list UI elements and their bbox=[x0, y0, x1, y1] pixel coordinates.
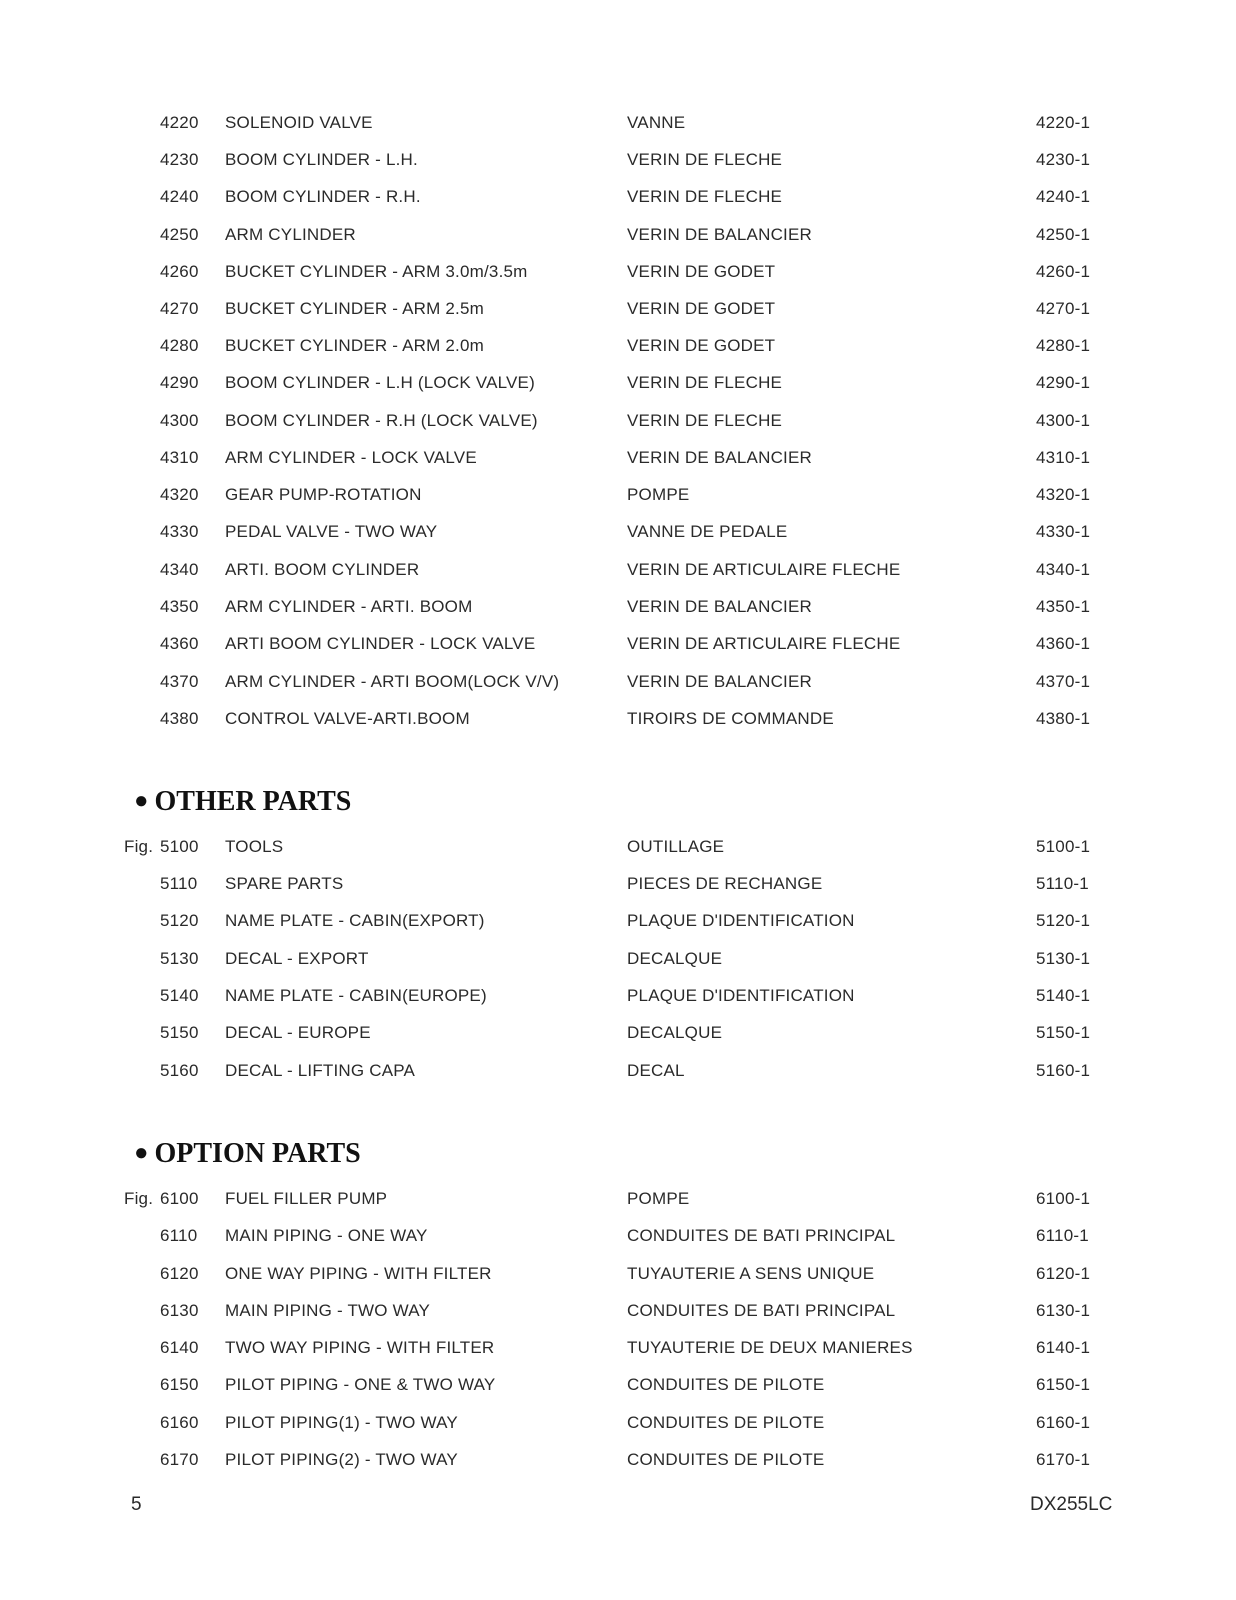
fig-number: 4370 bbox=[160, 672, 199, 691]
french-description: DECAL bbox=[627, 1061, 685, 1080]
fig-number: 4240 bbox=[160, 187, 199, 206]
english-description: PILOT PIPING(2) - TWO WAY bbox=[225, 1450, 458, 1469]
table-row bbox=[0, 1299, 1236, 1323]
page-reference: 5130-1 bbox=[1036, 949, 1091, 968]
english-description: NAME PLATE - CABIN(EUROPE) bbox=[225, 986, 487, 1005]
page-reference: 4240-1 bbox=[1036, 187, 1091, 206]
table-row bbox=[0, 148, 1236, 172]
fig-number: 4330 bbox=[160, 522, 199, 541]
fig-number: 6130 bbox=[160, 1301, 199, 1320]
french-description: CONDUITES DE PILOTE bbox=[627, 1375, 825, 1394]
page-reference: 4280-1 bbox=[1036, 336, 1091, 355]
table-row bbox=[0, 1448, 1236, 1472]
french-description: VERIN DE FLECHE bbox=[627, 150, 783, 169]
french-description: DECALQUE bbox=[627, 949, 723, 968]
section-title: OTHER PARTS bbox=[154, 786, 352, 817]
fig-number: 5160 bbox=[160, 1061, 199, 1080]
english-description: ARTI. BOOM CYLINDER bbox=[225, 560, 420, 579]
page-reference: 5140-1 bbox=[1036, 986, 1091, 1005]
page-reference: 4310-1 bbox=[1036, 448, 1091, 467]
english-description: FUEL FILLER PUMP bbox=[225, 1189, 388, 1208]
table-row bbox=[0, 1059, 1236, 1083]
table-row bbox=[0, 707, 1236, 731]
english-description: MAIN PIPING - TWO WAY bbox=[225, 1301, 431, 1320]
section-title: OPTION PARTS bbox=[154, 1138, 361, 1169]
model-name: DX255LC bbox=[1030, 1494, 1113, 1515]
table-row bbox=[0, 1262, 1236, 1286]
table-row bbox=[0, 111, 1236, 135]
french-description: VERIN DE BALANCIER bbox=[627, 597, 812, 616]
french-description: POMPE bbox=[627, 1189, 690, 1208]
english-description: BOOM CYLINDER - R.H. bbox=[225, 187, 421, 206]
table-row bbox=[0, 947, 1236, 971]
fig-number: 4280 bbox=[160, 336, 199, 355]
section-heading-other-parts bbox=[134, 785, 351, 820]
table-row bbox=[0, 984, 1236, 1008]
french-description: CONDUITES DE PILOTE bbox=[627, 1413, 825, 1432]
page-reference: 4350-1 bbox=[1036, 597, 1091, 616]
french-description: TUYAUTERIE DE DEUX MANIERES bbox=[627, 1338, 913, 1357]
english-description: TOOLS bbox=[225, 837, 284, 856]
fig-number: 4270 bbox=[160, 299, 199, 318]
page-reference: 4230-1 bbox=[1036, 150, 1091, 169]
page-reference: 4270-1 bbox=[1036, 299, 1091, 318]
section-heading-option-parts bbox=[134, 1137, 361, 1172]
french-description: OUTILLAGE bbox=[627, 837, 725, 856]
english-description: ARM CYLINDER - ARTI. BOOM bbox=[225, 597, 473, 616]
french-description: CONDUITES DE BATI PRINCIPAL bbox=[627, 1301, 896, 1320]
english-description: PILOT PIPING - ONE & TWO WAY bbox=[225, 1375, 496, 1394]
table-row bbox=[0, 1336, 1236, 1360]
fig-number: 6150 bbox=[160, 1375, 199, 1394]
page-reference: 4330-1 bbox=[1036, 522, 1091, 541]
fig-number: 5120 bbox=[160, 911, 199, 930]
table-row bbox=[0, 409, 1236, 433]
fig-number: 4260 bbox=[160, 262, 199, 281]
page-reference: 5150-1 bbox=[1036, 1023, 1091, 1042]
english-description: MAIN PIPING - ONE WAY bbox=[225, 1226, 428, 1245]
page-reference: 4290-1 bbox=[1036, 373, 1091, 392]
fig-number: 5140 bbox=[160, 986, 199, 1005]
french-description: VANNE bbox=[627, 113, 686, 132]
page-reference: 4220-1 bbox=[1036, 113, 1091, 132]
table-row bbox=[0, 1187, 1236, 1211]
fig-number: 4230 bbox=[160, 150, 199, 169]
page-reference: 6170-1 bbox=[1036, 1450, 1091, 1469]
english-description: BUCKET CYLINDER - ARM 3.0m/3.5m bbox=[225, 262, 528, 281]
french-description: POMPE bbox=[627, 485, 690, 504]
french-description: PLAQUE D'IDENTIFICATION bbox=[627, 986, 855, 1005]
fig-label: Fig. bbox=[124, 1189, 154, 1208]
table-row bbox=[0, 1373, 1236, 1397]
french-description: TIROIRS DE COMMANDE bbox=[627, 709, 834, 728]
page-reference: 6130-1 bbox=[1036, 1301, 1091, 1320]
english-description: SOLENOID VALVE bbox=[225, 113, 373, 132]
fig-number: 6100 bbox=[160, 1189, 199, 1208]
page-number: 5 bbox=[131, 1494, 142, 1515]
fig-number: 4340 bbox=[160, 560, 199, 579]
table-row bbox=[0, 558, 1236, 582]
english-description: ARM CYLINDER bbox=[225, 225, 356, 244]
english-description: ARTI BOOM CYLINDER - LOCK VALVE bbox=[225, 634, 536, 653]
table-row bbox=[0, 835, 1236, 859]
fig-number: 4310 bbox=[160, 448, 199, 467]
table-row bbox=[0, 334, 1236, 358]
english-description: SPARE PARTS bbox=[225, 874, 344, 893]
table-row bbox=[0, 595, 1236, 619]
fig-number: 5110 bbox=[160, 874, 198, 893]
french-description: CONDUITES DE BATI PRINCIPAL bbox=[627, 1226, 896, 1245]
english-description: TWO WAY PIPING - WITH FILTER bbox=[225, 1338, 495, 1357]
english-description: GEAR PUMP-ROTATION bbox=[225, 485, 422, 504]
english-description: ARM CYLINDER - ARTI BOOM(LOCK V/V) bbox=[225, 672, 560, 691]
page-reference: 4370-1 bbox=[1036, 672, 1091, 691]
table-row bbox=[0, 520, 1236, 544]
french-description: TUYAUTERIE A SENS UNIQUE bbox=[627, 1264, 875, 1283]
table-row bbox=[0, 670, 1236, 694]
page-reference: 6150-1 bbox=[1036, 1375, 1091, 1394]
french-description: CONDUITES DE PILOTE bbox=[627, 1450, 825, 1469]
page-reference: 4360-1 bbox=[1036, 634, 1091, 653]
fig-label: Fig. bbox=[124, 837, 154, 856]
french-description: DECALQUE bbox=[627, 1023, 723, 1042]
page-reference: 5110-1 bbox=[1036, 874, 1089, 893]
english-description: BOOM CYLINDER - L.H. bbox=[225, 150, 418, 169]
table-row bbox=[0, 872, 1236, 896]
table-row bbox=[0, 185, 1236, 209]
english-description: BUCKET CYLINDER - ARM 2.0m bbox=[225, 336, 484, 355]
fig-number: 6110 bbox=[160, 1226, 198, 1245]
fig-number: 4290 bbox=[160, 373, 199, 392]
fig-number: 4320 bbox=[160, 485, 199, 504]
page-reference: 5100-1 bbox=[1036, 837, 1091, 856]
fig-number: 4360 bbox=[160, 634, 199, 653]
english-description: DECAL - LIFTING CAPA bbox=[225, 1061, 416, 1080]
french-description: VERIN DE ARTICULAIRE FLECHE bbox=[627, 560, 901, 579]
fig-number: 6170 bbox=[160, 1450, 199, 1469]
page-reference: 6100-1 bbox=[1036, 1189, 1091, 1208]
french-description: VERIN DE GODET bbox=[627, 299, 776, 318]
table-row bbox=[0, 446, 1236, 470]
page-reference: 4320-1 bbox=[1036, 485, 1091, 504]
fig-number: 4350 bbox=[160, 597, 199, 616]
page-reference: 6110-1 bbox=[1036, 1226, 1089, 1245]
table-row bbox=[0, 909, 1236, 933]
page-reference: 4260-1 bbox=[1036, 262, 1091, 281]
table-row bbox=[0, 632, 1236, 656]
table-row bbox=[0, 1224, 1236, 1248]
french-description: VERIN DE GODET bbox=[627, 262, 776, 281]
fig-number: 4250 bbox=[160, 225, 199, 244]
table-row bbox=[0, 297, 1236, 321]
page-reference: 6140-1 bbox=[1036, 1338, 1091, 1357]
fig-number: 5100 bbox=[160, 837, 199, 856]
table-row bbox=[0, 260, 1236, 284]
page-reference: 5120-1 bbox=[1036, 911, 1091, 930]
english-description: BOOM CYLINDER - R.H (LOCK VALVE) bbox=[225, 411, 538, 430]
table-row bbox=[0, 371, 1236, 395]
french-description: VERIN DE FLECHE bbox=[627, 411, 783, 430]
english-description: CONTROL VALVE-ARTI.BOOM bbox=[225, 709, 470, 728]
french-description: VERIN DE BALANCIER bbox=[627, 448, 812, 467]
french-description: VERIN DE FLECHE bbox=[627, 373, 783, 392]
fig-number: 5130 bbox=[160, 949, 199, 968]
page-reference: 4340-1 bbox=[1036, 560, 1091, 579]
english-description: DECAL - EXPORT bbox=[225, 949, 369, 968]
english-description: DECAL - EUROPE bbox=[225, 1023, 371, 1042]
fig-number: 4220 bbox=[160, 113, 199, 132]
french-description: PLAQUE D'IDENTIFICATION bbox=[627, 911, 855, 930]
french-description: VERIN DE BALANCIER bbox=[627, 225, 812, 244]
table-row bbox=[0, 483, 1236, 507]
table-row bbox=[0, 223, 1236, 247]
page-reference: 4380-1 bbox=[1036, 709, 1091, 728]
english-description: PILOT PIPING(1) - TWO WAY bbox=[225, 1413, 458, 1432]
page-reference: 4300-1 bbox=[1036, 411, 1091, 430]
french-description: VANNE DE PEDALE bbox=[627, 522, 788, 541]
english-description: ARM CYLINDER - LOCK VALVE bbox=[225, 448, 477, 467]
english-description: NAME PLATE - CABIN(EXPORT) bbox=[225, 911, 485, 930]
french-description: VERIN DE BALANCIER bbox=[627, 672, 812, 691]
fig-number: 4300 bbox=[160, 411, 199, 430]
french-description: VERIN DE GODET bbox=[627, 336, 776, 355]
fig-number: 4380 bbox=[160, 709, 199, 728]
fig-number: 6120 bbox=[160, 1264, 199, 1283]
bullet-icon: ● bbox=[134, 1140, 149, 1166]
french-description: PIECES DE RECHANGE bbox=[627, 874, 823, 893]
english-description: BOOM CYLINDER - L.H (LOCK VALVE) bbox=[225, 373, 535, 392]
page-reference: 6160-1 bbox=[1036, 1413, 1091, 1432]
bullet-icon: ● bbox=[134, 788, 149, 814]
page-reference: 6120-1 bbox=[1036, 1264, 1091, 1283]
french-description: VERIN DE FLECHE bbox=[627, 187, 783, 206]
fig-number: 5150 bbox=[160, 1023, 199, 1042]
english-description: BUCKET CYLINDER - ARM 2.5m bbox=[225, 299, 484, 318]
english-description: ONE WAY PIPING - WITH FILTER bbox=[225, 1264, 492, 1283]
english-description: PEDAL VALVE - TWO WAY bbox=[225, 522, 438, 541]
fig-number: 6160 bbox=[160, 1413, 199, 1432]
french-description: VERIN DE ARTICULAIRE FLECHE bbox=[627, 634, 901, 653]
page-reference: 4250-1 bbox=[1036, 225, 1091, 244]
fig-number: 6140 bbox=[160, 1338, 199, 1357]
page-reference: 5160-1 bbox=[1036, 1061, 1091, 1080]
table-row bbox=[0, 1411, 1236, 1435]
table-row bbox=[0, 1021, 1236, 1045]
